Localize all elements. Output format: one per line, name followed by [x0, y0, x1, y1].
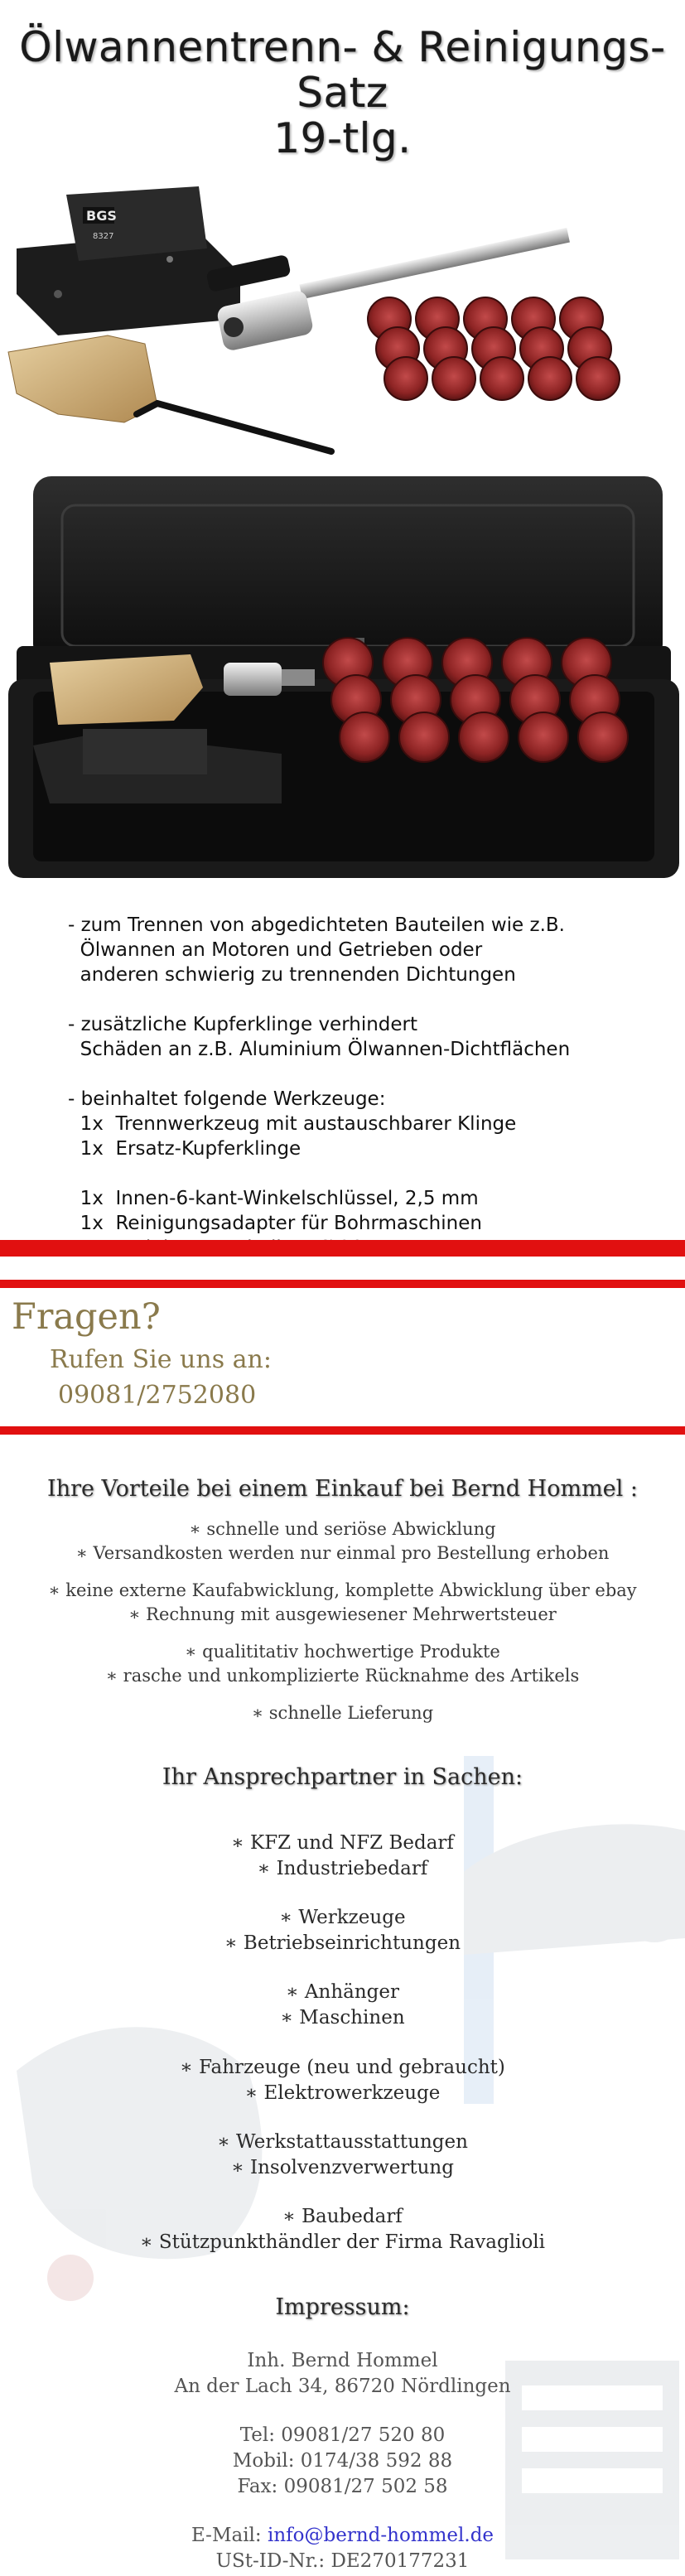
contact-topic-3: ∗ Werkzeuge [279, 1907, 406, 1928]
cleaning-disc [480, 357, 523, 400]
description-line [68, 1062, 664, 1087]
impressum-mobil: Mobil: 0174/38 592 88 [232, 2450, 453, 2472]
advantage-item-3: ∗ keine externe Kaufabwicklung, komplette Abwicklung über ebay [48, 1580, 637, 1600]
description-line: - beinhaltet folgende Werkzeuge: [68, 1088, 386, 1110]
impressum-email-row [0, 2523, 685, 2549]
cleaning-disc [340, 712, 389, 762]
copper-blade [8, 335, 157, 422]
divider-gap [0, 1257, 685, 1280]
contact-topic-6: ∗ Maschinen [280, 2007, 405, 2028]
contact-topic-7: ∗ Fahrzeuge (neu und gebraucht) [180, 2057, 505, 2078]
case-cleaning-discs [323, 638, 628, 762]
cleaning-disc [519, 712, 568, 762]
description-line: 1x Trennwerkzeug mit austauschbarer Klinge [68, 1113, 517, 1135]
contact-topic-2: ∗ Industriebedarf [257, 1858, 428, 1879]
contact-heading: Fragen? [12, 1296, 161, 1338]
cleaning-disc [384, 357, 427, 400]
description-line: 1x Innen-6-kant-Winkelschlüssel, 2,5 mm [68, 1188, 479, 1209]
cleaning-disc [576, 357, 620, 400]
cleaning-disc [432, 357, 475, 400]
title-line-2: 19-tlg. [273, 114, 412, 162]
hex-key [137, 403, 331, 451]
description-line: Schäden an z.B. Aluminium Ölwannen-Dichtflächen [68, 1039, 571, 1060]
cleaning-disc [399, 712, 449, 762]
title-line-1: Ölwannentrenn- & Reinigungs-Satz [19, 23, 666, 117]
description-line [68, 1161, 664, 1186]
cleaning-disc [578, 712, 628, 762]
impressum-tel: Tel: 09081/27 520 80 [239, 2424, 446, 2446]
product-description [68, 913, 664, 1261]
contact-topic-9: ∗ Werkstattausstattungen [217, 2131, 468, 2153]
advantage-item-6: ∗ rasche und unkomplizierte Rücknahme des Artikels [105, 1666, 580, 1686]
description-line: 1x Ersatz-Kupferklinge [68, 1138, 301, 1160]
description-line: anderen schwierig zu trennenden Dichtungen [68, 964, 516, 986]
advantage-item-2: ∗ Versandkosten werden nur einmal pro Bestellung erhoben [75, 1543, 610, 1563]
info-section [0, 1441, 685, 2576]
description-line: 1x Reinigungsadapter für Bohrmaschinen [68, 1213, 482, 1234]
contact-topic-11: ∗ Baubedarf [282, 2206, 403, 2227]
contacts-heading: Ihr Ansprechpartner in Sachen: [162, 1764, 523, 1790]
contact-topic-12: ∗ Stützpunkthändler der Firma Ravaglioli [139, 2231, 546, 2253]
advantage-item-1: ∗ schnelle und seriöse Abwicklung [189, 1519, 496, 1539]
advantage-item-7: ∗ schnelle Lieferung [251, 1703, 434, 1723]
advantage-item-4: ∗ Rechnung mit ausgewiesener Mehrwertsteuer [128, 1604, 557, 1624]
description-line: - zum Trennen von abgedichteten Bauteilen wie z.B. [68, 914, 565, 936]
impressum-ustid: USt-ID-Nr.: DE270177231 [215, 2550, 470, 2572]
contact-topic-4: ∗ Betriebseinrichtungen [224, 1932, 461, 1954]
contact-phone: 09081/2752080 [58, 1381, 257, 1410]
product-photo [0, 149, 685, 895]
impressum-email-link[interactable]: info@bernd-hommel.de [267, 2525, 494, 2546]
impressum-fax: Fax: 09081/27 502 58 [237, 2476, 448, 2497]
contact-call-text: Rufen Sie uns an: [50, 1345, 272, 1374]
description-line: Ölwannen an Motoren und Getrieben oder [68, 939, 483, 961]
red-divider-thin [0, 1280, 685, 1288]
impressum-owner: Inh. Bernd Hommel [247, 2350, 438, 2371]
page-title [0, 25, 685, 162]
cleaning-disc [528, 357, 572, 400]
impressum-heading: Impressum: [275, 2294, 410, 2320]
product-logo-text: BGS [86, 208, 117, 224]
impressum-email-label: E-Mail: [191, 2525, 262, 2546]
advantage-item-5: ∗ qualititativ hochwertige Produkte [185, 1642, 500, 1662]
advantages-heading: Ihre Vorteile bei einem Einkauf bei Bernd Hommel : [47, 1476, 638, 1502]
red-divider-bottom [0, 1426, 685, 1435]
contact-topic-1: ∗ KFZ und NFZ Bedarf [231, 1832, 454, 1854]
description-line [68, 987, 664, 1012]
red-divider-top [0, 1240, 685, 1257]
cleaning-discs [368, 297, 620, 400]
product-model-text: 8327 [93, 232, 114, 241]
cleaning-disc [459, 712, 509, 762]
contact-topic-8: ∗ Elektrowerkzeuge [244, 2082, 441, 2104]
description-line: - zusätzliche Kupferklinge verhindert [68, 1014, 418, 1035]
separator-tool [17, 186, 240, 335]
contact-topic-5: ∗ Anhänger [285, 1981, 400, 2003]
contact-topic-10: ∗ Insolvenzverwertung [231, 2157, 454, 2178]
impressum-address: An der Lach 34, 86720 Nördlingen [174, 2376, 511, 2397]
